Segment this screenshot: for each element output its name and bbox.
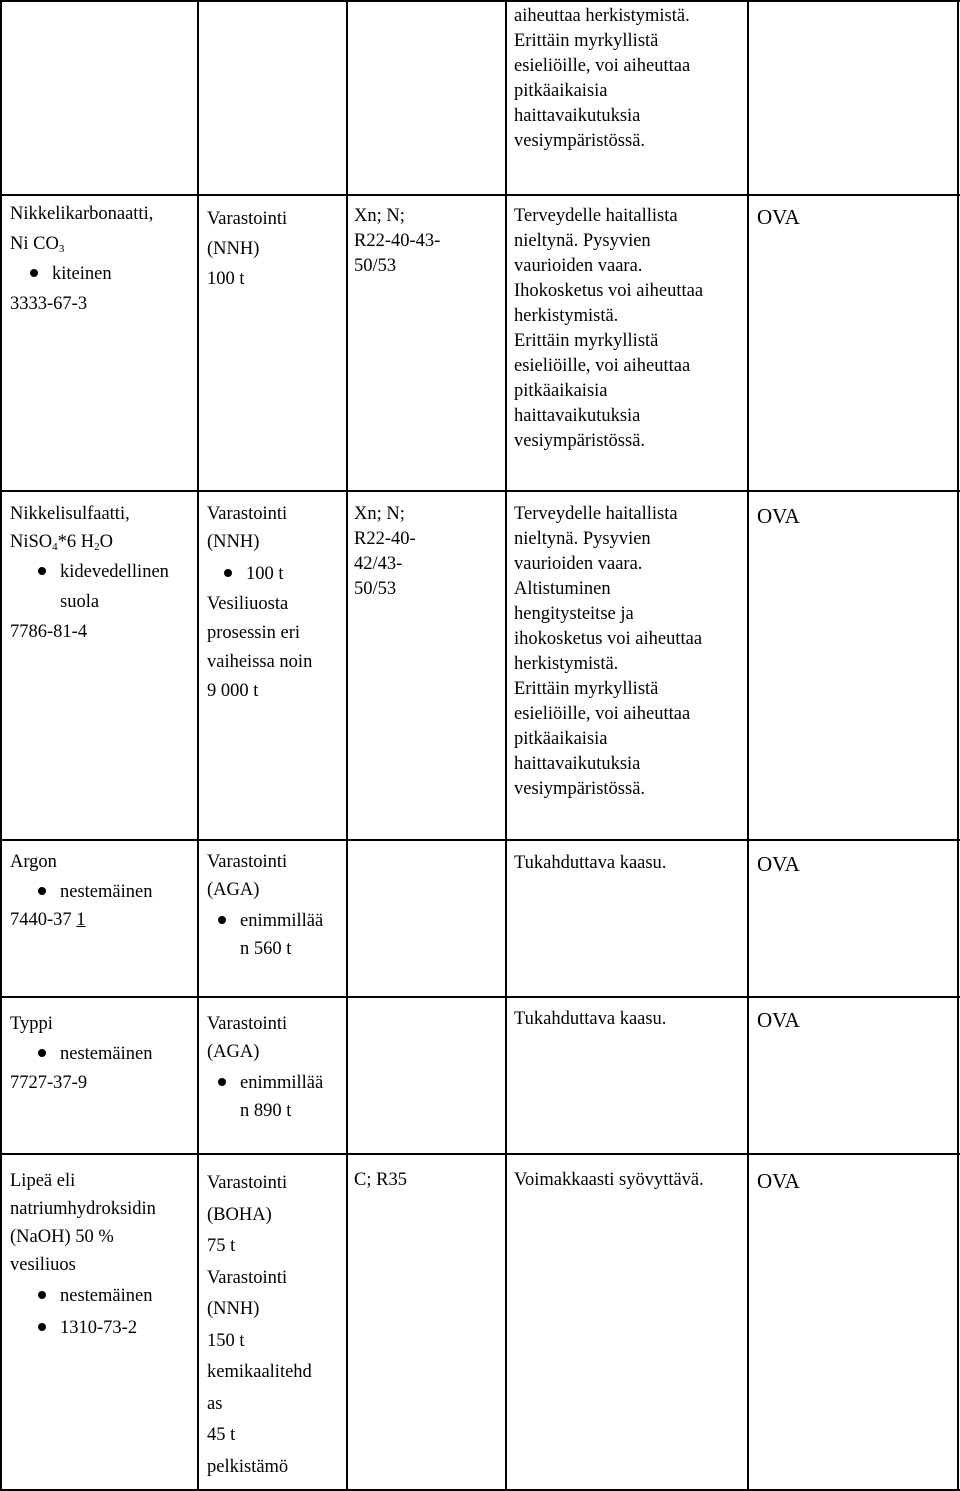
- storage-line: Varastointi: [207, 1173, 288, 1193]
- effects-line: aiheuttaa herkistymistä.: [514, 6, 690, 26]
- form-bullet-continued: suola: [60, 592, 100, 612]
- storage-line: (AGA): [207, 880, 260, 900]
- effects-cell: [514, 4, 690, 154]
- row-border: [0, 0, 960, 2]
- cas-bullet: 1310-73-2: [38, 1316, 137, 1341]
- row-border: [0, 490, 960, 492]
- effects-line: Erittäin myrkyllistä: [514, 679, 659, 699]
- effects-cell: [514, 502, 702, 802]
- effects-line: Erittäin myrkyllistä: [514, 331, 659, 351]
- class-line: R22-40-43-: [354, 231, 441, 251]
- row-border: [0, 1153, 960, 1155]
- effects-line: nieltynä. Pysyvien: [514, 529, 651, 549]
- storage-line: (BOHA): [207, 1204, 272, 1225]
- class-line: R22-40-: [354, 529, 416, 549]
- col-border: [957, 0, 959, 1491]
- effects-cell: [514, 204, 703, 454]
- ova-label: OVA: [757, 1008, 800, 1032]
- storage-line: vaiheissa noin: [207, 652, 313, 672]
- storage-line: kemikaalitehd: [207, 1362, 312, 1382]
- substance-name: Nikkelisulfaatti,: [10, 504, 130, 524]
- col-border: [346, 0, 348, 1491]
- effects-line: pitkäaikaisia: [514, 729, 608, 749]
- col-border: [0, 0, 2, 1491]
- form-bullet: nestemäinen: [38, 880, 152, 905]
- bullet-icon: [38, 887, 46, 895]
- storage-line: 45 t: [207, 1425, 236, 1445]
- storage-bullet: 100 t: [224, 562, 284, 587]
- storage-line: 9 000 t: [207, 681, 259, 701]
- effects-line: Tukahduttava kaasu.: [514, 853, 667, 873]
- bullet-icon: [224, 569, 232, 577]
- name-line: natriumhydroksidin: [10, 1199, 156, 1219]
- effects-line: Terveydelle haitallista: [514, 504, 678, 524]
- bullet-icon: [38, 1291, 46, 1299]
- row-border: [0, 996, 960, 998]
- effects-line: haittavaikutuksia: [514, 754, 641, 774]
- effects-line: Voimakkaasti syövyttävä.: [514, 1170, 704, 1190]
- form-bullet: nestemäinen: [38, 1042, 152, 1067]
- effects-line: Tukahduttava kaasu.: [514, 1009, 667, 1029]
- storage-line: 75 t: [207, 1236, 236, 1256]
- storage-line: as: [207, 1393, 223, 1414]
- storage-line: Vesiliuosta: [207, 594, 289, 614]
- row-border: [0, 839, 960, 841]
- substance-formula: Ni $CO_3$: [10, 234, 65, 255]
- class-line: Xn; N;: [354, 206, 405, 226]
- bullet-icon: [218, 1078, 226, 1086]
- class-line: 50/53: [354, 579, 397, 599]
- effects-line: vaurioiden vaara.: [514, 554, 643, 574]
- effects-line: ihokosketus voi aiheuttaa: [514, 629, 703, 649]
- storage-line: (AGA): [207, 1042, 260, 1062]
- storage-line: (NNH): [207, 532, 260, 552]
- effects-line: herkistymistä.: [514, 654, 619, 674]
- storage-line: (NNH): [207, 1299, 260, 1319]
- form-bullet: nestemäinen: [38, 1284, 152, 1309]
- bullet-icon: [218, 916, 226, 924]
- cas-number: 7786-81-4: [10, 622, 88, 642]
- substance-name: Nikkelikarbonaatti,: [10, 204, 154, 224]
- storage-bullet: enimmillää: [218, 1071, 323, 1096]
- storage-line: (NNH): [207, 239, 260, 259]
- effects-line: pitkäaikaisia: [514, 81, 608, 101]
- ova-label: OVA: [757, 1169, 800, 1193]
- storage-line: 100 t: [207, 269, 245, 289]
- col-border: [747, 0, 749, 1491]
- storage-line: Varastointi: [207, 1014, 288, 1034]
- storage-bullet: enimmillää: [218, 909, 323, 934]
- storage-line: n 560 t: [240, 939, 292, 959]
- effects-line: Erittäin myrkyllistä: [514, 31, 659, 51]
- effects-line: haittavaikutuksia: [514, 106, 641, 126]
- effects-line: Altistuminen: [514, 579, 611, 599]
- col-border: [505, 0, 507, 1491]
- substance-name: Typpi: [10, 1014, 53, 1034]
- storage-line: n 890 t: [240, 1101, 292, 1121]
- form-bullet: kidevedellinen: [38, 560, 169, 585]
- storage-line: 150 t: [207, 1330, 245, 1351]
- effects-line: vesiympäristössä.: [514, 431, 646, 451]
- class-line: 50/53: [354, 256, 397, 276]
- effects-line: esieliöille, voi aiheuttaa: [514, 356, 691, 376]
- effects-line: Terveydelle haitallista: [514, 206, 678, 226]
- name-line: Lipeä eli: [10, 1171, 76, 1191]
- name-line: (NaOH) 50 %: [10, 1227, 114, 1247]
- effects-line: haittavaikutuksia: [514, 406, 641, 426]
- effects-line: vesiympäristössä.: [514, 779, 646, 799]
- storage-line: Varastointi: [207, 504, 288, 524]
- effects-line: vaurioiden vaara.: [514, 256, 643, 276]
- row-border: [0, 194, 960, 196]
- substance-name: Argon: [10, 852, 57, 872]
- ova-label: OVA: [757, 852, 800, 876]
- effects-line: nieltynä. Pysyvien: [514, 231, 651, 251]
- storage-line: prosessin eri: [207, 623, 300, 643]
- class-line: 42/43-: [354, 554, 403, 574]
- storage-cell: [207, 204, 287, 294]
- storage-line: Varastointi: [207, 1267, 288, 1288]
- effects-line: vesiympäristössä.: [514, 131, 646, 151]
- bullet-icon: [38, 1323, 46, 1331]
- substance-name: [10, 1167, 156, 1279]
- ova-label: OVA: [757, 205, 800, 229]
- cas-number: 7727-37-9: [10, 1073, 88, 1093]
- ova-label: OVA: [757, 504, 800, 528]
- bullet-icon: [38, 567, 46, 575]
- class-line: Xn; N;: [354, 504, 405, 524]
- form-bullet: kiteinen: [30, 262, 112, 287]
- classification-cell: [354, 502, 416, 602]
- classification-cell: [354, 204, 440, 279]
- effects-line: Ihokosketus voi aiheuttaa: [514, 281, 704, 301]
- effects-line: herkistymistä.: [514, 306, 619, 326]
- effects-line: hengitysteitse ja: [514, 604, 634, 624]
- cas-number: 3333-67-3: [10, 294, 88, 314]
- storage-line: Varastointi: [207, 209, 288, 229]
- cas-number: 7440-37 1: [10, 910, 86, 930]
- storage-cell: [207, 590, 312, 706]
- bullet-icon: [38, 1049, 46, 1057]
- effects-line: pitkäaikaisia: [514, 381, 608, 401]
- bullet-icon: [30, 269, 38, 277]
- name-line: vesiliuos: [10, 1255, 76, 1275]
- col-border: [197, 0, 199, 1491]
- effects-line: esieliöille, voi aiheuttaa: [514, 56, 691, 76]
- substance-formula: NiSO$_4$*6 $H_2O$: [10, 532, 114, 553]
- storage-line: Varastointi: [207, 852, 288, 872]
- effects-line: esieliöille, voi aiheuttaa: [514, 704, 691, 724]
- storage-line: pelkistämö: [207, 1456, 289, 1477]
- class-line: C; R35: [354, 1170, 407, 1190]
- storage-cell: [207, 1168, 312, 1483]
